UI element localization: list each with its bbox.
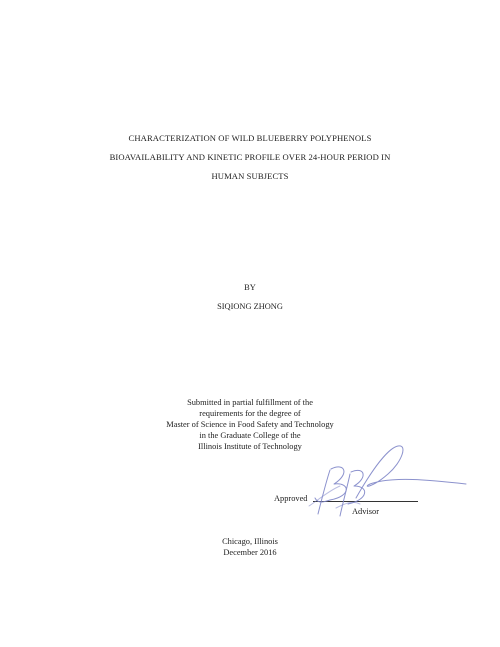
submission-line-3: Master of Science in Food Safety and Technology (166, 420, 334, 429)
by-label: BY (244, 283, 256, 292)
signature-line (313, 501, 418, 502)
advisor-label: Advisor (352, 507, 379, 516)
date: December 2016 (223, 548, 277, 557)
title-line-2: BIOAVAILABILITY AND KINETIC PROFILE OVER 24-HOUR PERIOD IN (109, 152, 391, 162)
author-name: SIQIONG ZHONG (217, 302, 283, 311)
title-line-3: HUMAN SUBJECTS (211, 171, 289, 181)
submission-line-5: Illinois Institute of Technology (198, 442, 302, 451)
city: Chicago, Illinois (222, 537, 278, 546)
approved-label: Approved (274, 494, 308, 503)
title-line-1: CHARACTERIZATION OF WILD BLUEBERRY POLYPHENOLS (128, 133, 372, 143)
submission-line-4: in the Graduate College of the (199, 431, 301, 440)
submission-line-1: Submitted in partial fulfillment of the (187, 398, 313, 407)
submission-line-2: requirements for the degree of (199, 409, 301, 418)
